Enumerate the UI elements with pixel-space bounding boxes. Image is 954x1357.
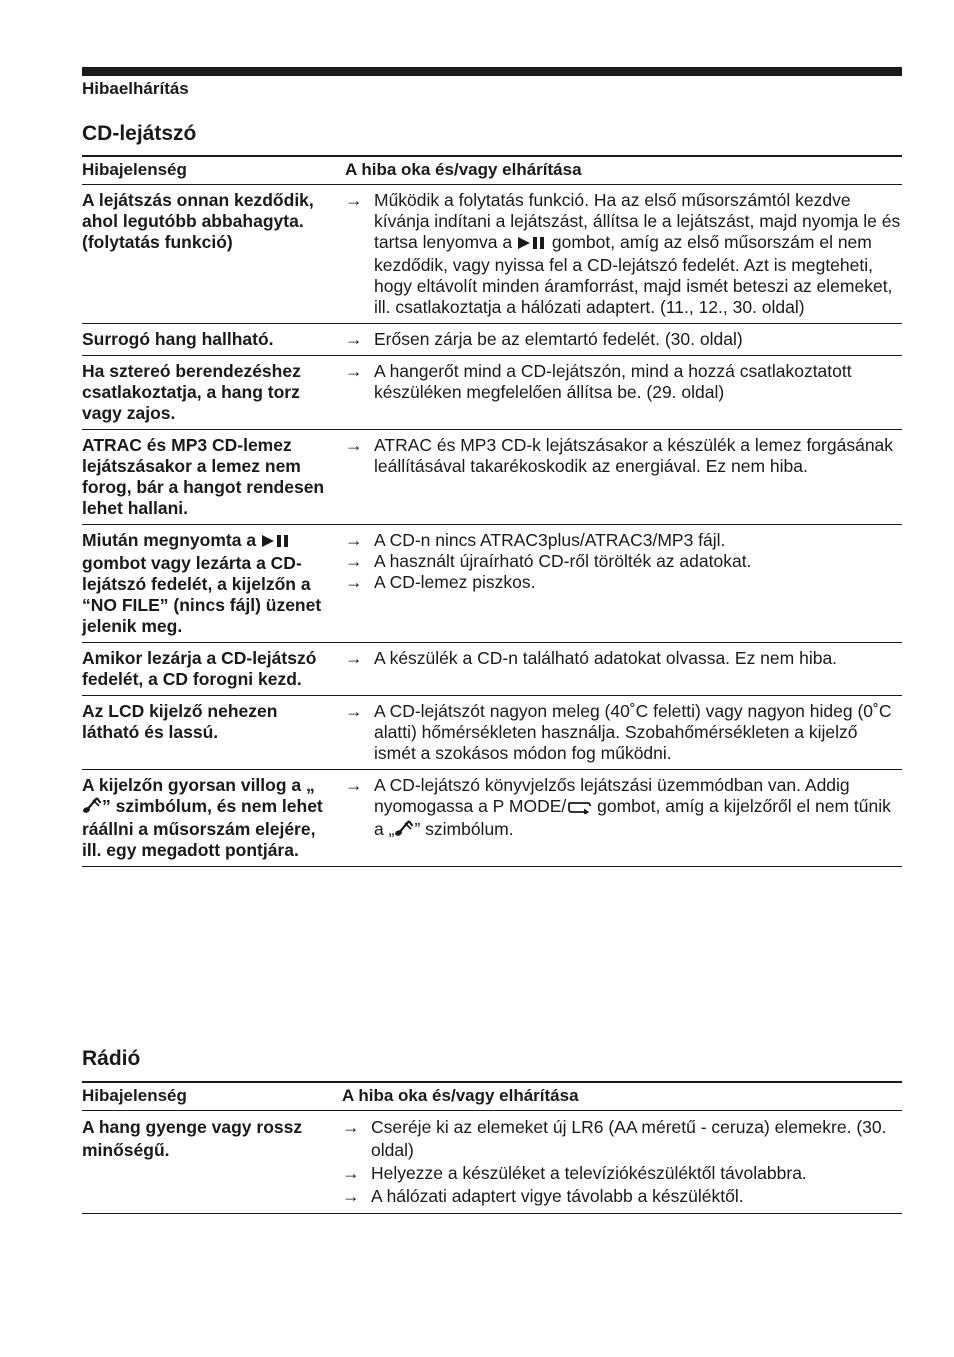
right-arrow-icon: → xyxy=(342,1117,360,1137)
cause-cell xyxy=(345,525,902,643)
radio-troubleshooting-table xyxy=(82,1081,902,1214)
right-arrow-icon: → xyxy=(345,648,363,668)
col-header-cause: A hiba oka és/vagy elhárítása xyxy=(342,1082,902,1111)
cause-text: A CD-lejátszót nagyon meleg (40˚C feletti) vagy nagyon hideg (0˚C alatti) hőmérsékleten használja. Szobahőmérsékleten a kijelző ismét a szokásos módon fog működni. xyxy=(374,701,892,763)
radio-section-title: Rádió xyxy=(82,1047,141,1070)
cause-cell xyxy=(345,643,902,696)
table-row xyxy=(82,1111,902,1214)
cause-text: A hangerőt mind a CD-lejátszón, mind a hozzá csatlakoztatott készüléken megfelelően állítsa be. (29. oldal) xyxy=(374,361,852,402)
cause-item xyxy=(342,1116,902,1162)
right-arrow-icon: → xyxy=(345,435,363,455)
cause-item xyxy=(342,1162,902,1185)
table-header-row xyxy=(82,1082,902,1111)
header-rule xyxy=(82,67,902,76)
right-arrow-icon: → xyxy=(342,1186,360,1206)
cause-item xyxy=(342,1185,902,1208)
symptom-cell: Surrogó hang hallható. xyxy=(82,324,345,356)
cause-cell xyxy=(345,696,902,770)
right-arrow-icon: → xyxy=(345,701,363,721)
symptom-cell: A hang gyenge vagy rossz minőségű. xyxy=(82,1111,342,1214)
cd-troubleshooting-table xyxy=(82,155,902,867)
symptom-cell: A lejátszás onnan kezdődik, ahol legutóbb abbahagyta. (folytatás funkció) xyxy=(82,185,345,324)
cause-text: A CD-lemez piszkos. xyxy=(374,572,536,592)
cause-item xyxy=(345,361,902,403)
symptom-cell: Amikor lezárja a CD-lejátszó fedelét, a CD forogni kezd. xyxy=(82,643,345,696)
table-row xyxy=(82,356,902,430)
col-header-symptom: Hibajelenség xyxy=(82,1082,342,1111)
cause-cell xyxy=(345,324,902,356)
right-arrow-icon: → xyxy=(345,361,363,381)
repeat-icon xyxy=(566,798,592,819)
symptom-cell: ATRAC és MP3 CD-lemez lejátszásakor a lemez nem forog, bár a hangot rendesen lehet hallani. xyxy=(82,430,345,525)
table-row xyxy=(82,430,902,525)
bookmark-note-icon xyxy=(82,797,102,819)
cause-item xyxy=(345,329,902,350)
cause-text: Cseréje ki az elemeket új LR6 (AA méretű - ceruza) elemekre. (30. oldal) xyxy=(371,1117,887,1160)
cause-cell xyxy=(345,770,902,867)
cause-text: Erősen zárja be az elemtartó fedelét. (30. oldal) xyxy=(374,329,743,349)
cause-item xyxy=(345,530,902,551)
section-label: Hibaelhárítás xyxy=(82,79,189,98)
right-arrow-icon: → xyxy=(345,551,363,571)
right-arrow-icon: → xyxy=(345,190,363,210)
cause-text: A CD-lejátszó könyvjelzős lejátszási üzemmódban van. Addig nyomogassa a P MODE/ gombot, amíg a kijelzőről el nem tűnik a „ ” szimbólum. xyxy=(374,775,902,842)
col-header-symptom: Hibajelenség xyxy=(82,156,345,185)
cause-item xyxy=(345,435,902,477)
table-row xyxy=(82,770,902,867)
cause-text: A használt újraírható CD-ről törölték az adatokat. xyxy=(374,551,752,571)
cause-item xyxy=(345,701,902,764)
cause-cell xyxy=(342,1111,902,1214)
cause-cell xyxy=(345,430,902,525)
table-row xyxy=(82,696,902,770)
cause-text: Működik a folytatás funkció. Ha az első műsorszámtól kezdve kívánja indítani a lejátszást, állítsa le a lejátszást, majd nyomja le és tartsa lenyomva a gombot, amíg az első műsorszám el nem kezdődik, vagy nyissa fel a CD-lejátszó fedelét. Azt is megteheti, hogy eltávolít minden áramforrást, majd ismét beteszi az elemeket, ill. csatlakoztatja a hálózati adaptert. (11., 12., 30. oldal) xyxy=(374,190,901,317)
right-arrow-icon: → xyxy=(345,530,363,550)
cause-item xyxy=(345,572,902,593)
play-pause-icon xyxy=(261,532,291,553)
cause-text: ATRAC és MP3 CD-k lejátszásakor a készülék a lemez forgásának leállításával takarékoskodik az energiával. Ez nem hiba. xyxy=(374,435,894,476)
play-pause-icon xyxy=(517,234,547,255)
cause-text: A hálózati adaptert vigye távolabb a készüléktől. xyxy=(371,1186,744,1206)
cause-cell xyxy=(345,356,902,430)
table-row xyxy=(82,525,902,643)
col-header-cause: A hiba oka és/vagy elhárítása xyxy=(345,156,902,185)
right-arrow-icon: → xyxy=(345,572,363,592)
cause-item xyxy=(345,190,902,318)
cause-item xyxy=(345,648,902,669)
symptom-cell: Ha sztereó berendezéshez csatlakoztatja, a hang torz vagy zajos. xyxy=(82,356,345,430)
table-header-row xyxy=(82,156,902,185)
cause-item xyxy=(345,775,902,842)
cause-text: A CD-n nincs ATRAC3plus/ATRAC3/MP3 fájl. xyxy=(374,530,726,550)
symptom-cell: A kijelzőn gyorsan villog a „” szimbólum, és nem lehet ráállni a műsorszám elejére, ill. egy megadott pontjára. xyxy=(82,770,345,867)
cause-cell xyxy=(345,185,902,324)
table-row xyxy=(82,643,902,696)
table-row xyxy=(82,324,902,356)
cause-text: Helyezze a készüléket a televíziókészüléktől távolabbra. xyxy=(371,1163,807,1183)
bookmark-note-icon xyxy=(394,820,414,842)
symptom-cell: Az LCD kijelző nehezen látható és lassú. xyxy=(82,696,345,770)
right-arrow-icon: → xyxy=(345,329,363,349)
cd-section-title: CD-lejátszó xyxy=(82,122,197,145)
cause-text: A készülék a CD-n található adatokat olvassa. Ez nem hiba. xyxy=(374,648,838,668)
symptom-cell: Miután megnyomta a gombot vagy lezárta a CD-lejátszó fedelét, a kijelzőn a “NO FILE” (nincs fájl) üzenet jelenik meg. xyxy=(82,525,345,643)
right-arrow-icon: → xyxy=(345,775,363,795)
cause-item xyxy=(345,551,902,572)
table-row xyxy=(82,185,902,324)
right-arrow-icon: → xyxy=(342,1163,360,1183)
